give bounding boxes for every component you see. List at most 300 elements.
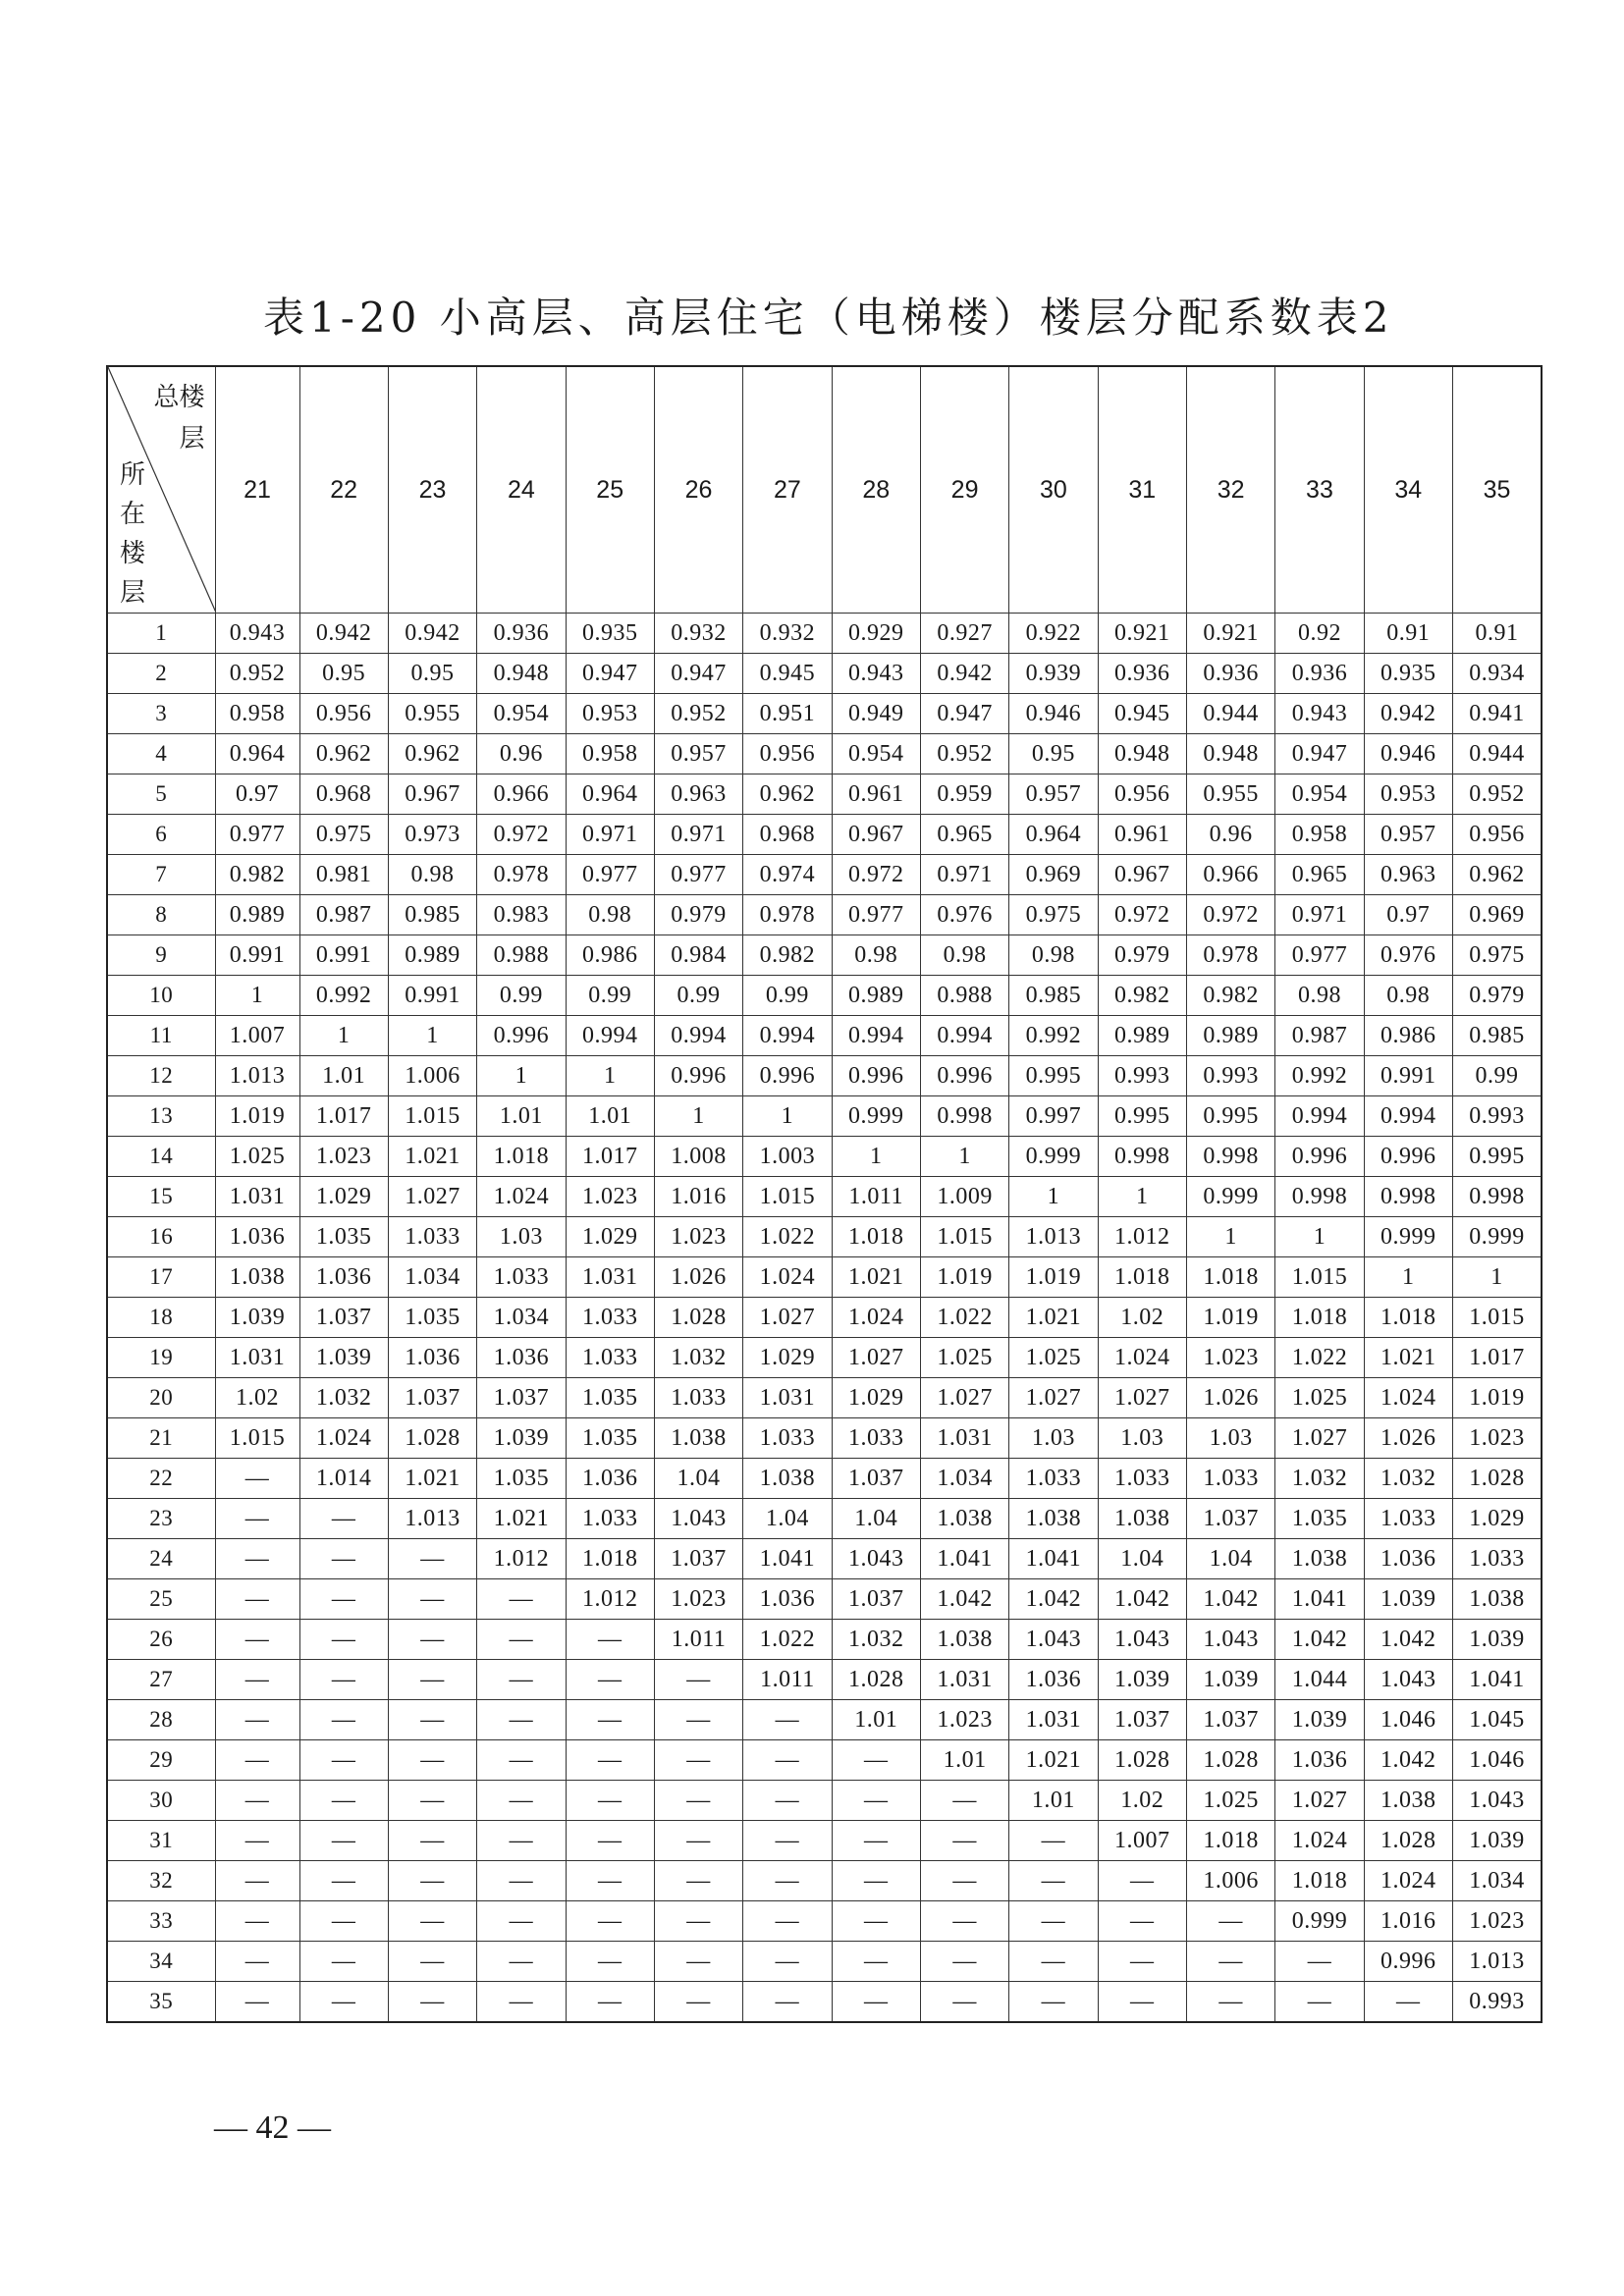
floor-number-cell: 1 (107, 614, 215, 654)
column-header-total-floors: 33 (1275, 366, 1364, 614)
coefficient-cell: 1 (477, 1056, 566, 1096)
coefficient-cell: 1.041 (920, 1539, 1008, 1579)
coefficient-cell: 1.043 (654, 1499, 742, 1539)
coefficient-cell: — (1098, 1861, 1186, 1901)
coefficient-cell: — (1009, 1821, 1098, 1861)
coefficient-cell: — (299, 1821, 388, 1861)
coefficient-cell: 1.021 (1009, 1298, 1098, 1338)
floor-number-cell: 33 (107, 1901, 215, 1942)
coefficient-cell: 0.964 (1009, 815, 1098, 855)
coefficient-cell: 0.979 (1098, 935, 1186, 976)
coefficient-cell: 1.024 (1275, 1821, 1364, 1861)
coefficient-cell: 0.976 (920, 895, 1008, 935)
floor-number-cell: 21 (107, 1418, 215, 1459)
floor-number-cell: 14 (107, 1137, 215, 1177)
coefficient-cell: 1.025 (1009, 1338, 1098, 1378)
coefficient-cell: 1.041 (1275, 1579, 1364, 1620)
coefficient-cell: — (1009, 1942, 1098, 1982)
coefficient-cell: 1.038 (743, 1459, 832, 1499)
coefficient-cell: — (477, 1982, 566, 2023)
coefficient-cell: 0.986 (566, 935, 654, 976)
coefficient-cell: — (566, 1942, 654, 1982)
coefficient-cell: — (477, 1821, 566, 1861)
coefficient-cell: 1.033 (388, 1217, 476, 1257)
coefficient-cell: 0.977 (215, 815, 299, 855)
floor-number-cell: 26 (107, 1620, 215, 1660)
coefficient-cell: 0.991 (388, 976, 476, 1016)
coefficient-cell: 1.033 (1364, 1499, 1452, 1539)
table-row (107, 1901, 1542, 1942)
coefficient-cell: 1.04 (654, 1459, 742, 1499)
coefficient-cell: 1.041 (1452, 1660, 1542, 1700)
floor-number-cell: 3 (107, 694, 215, 734)
coefficient-cell: — (388, 1901, 476, 1942)
coefficient-cell: 1.036 (743, 1579, 832, 1620)
coefficient-cell: 1.038 (1452, 1579, 1542, 1620)
coefficient-cell: 1.041 (1009, 1539, 1098, 1579)
coefficient-cell: 0.932 (743, 614, 832, 654)
column-header-total-floors: 28 (832, 366, 920, 614)
coefficient-cell: 1.029 (566, 1217, 654, 1257)
coefficient-cell: 1 (1098, 1177, 1186, 1217)
coefficient-cell: 0.935 (566, 614, 654, 654)
coefficient-cell: — (299, 1499, 388, 1539)
coefficient-cell: 0.999 (1275, 1901, 1364, 1942)
table-row (107, 1016, 1542, 1056)
coefficient-cell: 1.016 (1364, 1901, 1452, 1942)
coefficient-cell: 1.021 (1009, 1740, 1098, 1781)
coefficient-cell: 1.031 (743, 1378, 832, 1418)
coefficient-cell: 0.967 (832, 815, 920, 855)
coefficient-cell: 1.028 (1186, 1740, 1274, 1781)
coefficient-cell: 1.029 (299, 1177, 388, 1217)
coefficient-cell: 0.995 (1186, 1096, 1274, 1137)
coefficient-cell: 0.957 (1364, 815, 1452, 855)
coefficient-cell: — (566, 1660, 654, 1700)
coefficient-cell: — (743, 1901, 832, 1942)
coefficient-cell: 1.01 (832, 1700, 920, 1740)
table-row (107, 1177, 1542, 1217)
floor-number-cell: 28 (107, 1700, 215, 1740)
coefficient-cell: — (477, 1942, 566, 1982)
coefficient-cell: 0.998 (920, 1096, 1008, 1137)
coefficient-cell: 1.024 (743, 1257, 832, 1298)
coefficient-cell: — (215, 1982, 299, 2023)
coefficient-cell: 0.994 (566, 1016, 654, 1056)
coefficient-cell: 0.98 (832, 935, 920, 976)
coefficient-cell: 1.034 (388, 1257, 476, 1298)
column-header-total-floors: 32 (1186, 366, 1274, 614)
coefficient-cell: 1.043 (1186, 1620, 1274, 1660)
coefficient-cell: 0.994 (920, 1016, 1008, 1056)
coefficient-cell: — (566, 1700, 654, 1740)
coefficient-cell: 0.939 (1009, 654, 1098, 694)
coefficient-cell: 0.941 (1452, 694, 1542, 734)
coefficient-cell: 1.026 (1186, 1378, 1274, 1418)
coefficient-cell: 1.021 (832, 1257, 920, 1298)
coefficient-cell: — (388, 1700, 476, 1740)
coefficient-cell: 0.98 (1364, 976, 1452, 1016)
coefficient-cell: 0.945 (1098, 694, 1186, 734)
coefficient-cell: 0.972 (832, 855, 920, 895)
coefficient-cell: — (299, 1740, 388, 1781)
coefficient-cell: — (477, 1700, 566, 1740)
coefficient-cell: 0.994 (832, 1016, 920, 1056)
coefficient-cell: — (832, 1901, 920, 1942)
coefficient-cell: 0.947 (1275, 734, 1364, 774)
coefficient-cell: 0.952 (920, 734, 1008, 774)
coefficient-cell: 0.971 (920, 855, 1008, 895)
coefficient-cell: 0.944 (1186, 694, 1274, 734)
coefficient-cell: 1.018 (832, 1217, 920, 1257)
coefficient-cell: 1.006 (388, 1056, 476, 1096)
coefficient-cell: 0.942 (299, 614, 388, 654)
coefficient-cell: 1.037 (299, 1298, 388, 1338)
coefficient-cell: — (215, 1620, 299, 1660)
coefficient-cell: 0.929 (832, 614, 920, 654)
coefficient-cell: 0.936 (477, 614, 566, 654)
coefficient-cell: — (388, 1781, 476, 1821)
coefficient-cell: 1.027 (920, 1378, 1008, 1418)
coefficient-cell: 0.935 (1364, 654, 1452, 694)
coefficient-cell: 0.943 (1275, 694, 1364, 734)
coefficient-cell: 1.016 (654, 1177, 742, 1217)
coefficient-cell: 0.945 (743, 654, 832, 694)
table-row (107, 1257, 1542, 1298)
coefficient-cell: — (832, 1781, 920, 1821)
coefficient-cell: 0.932 (654, 614, 742, 654)
coefficient-cell: 1.01 (920, 1740, 1008, 1781)
coefficient-cell: 0.98 (1275, 976, 1364, 1016)
coefficient-cell: — (299, 1901, 388, 1942)
coefficient-cell: 0.921 (1186, 614, 1274, 654)
table-row (107, 1982, 1542, 2023)
coefficient-cell: 0.97 (215, 774, 299, 815)
coefficient-cell: 1.031 (920, 1660, 1008, 1700)
coefficient-cell: — (299, 1700, 388, 1740)
coefficient-cell: 0.979 (654, 895, 742, 935)
floor-number-cell: 6 (107, 815, 215, 855)
coefficient-cell: — (566, 1821, 654, 1861)
floor-number-cell: 9 (107, 935, 215, 976)
table-body (107, 614, 1542, 2023)
coefficient-cell: — (477, 1781, 566, 1821)
coefficient-cell: — (215, 1821, 299, 1861)
coefficient-cell: 1.037 (388, 1378, 476, 1418)
coefficient-cell: 0.95 (388, 654, 476, 694)
coefficient-cell: 1.021 (388, 1459, 476, 1499)
coefficient-cell: 1 (832, 1137, 920, 1177)
coefficient-cell: 1.034 (920, 1459, 1008, 1499)
coefficient-cell: 0.983 (477, 895, 566, 935)
coefficient-cell: 1.044 (1275, 1660, 1364, 1700)
coefficient-cell: 0.91 (1364, 614, 1452, 654)
coefficient-cell: 1.021 (477, 1499, 566, 1539)
coefficient-cell: 0.958 (1275, 815, 1364, 855)
coefficient-cell: 1.037 (654, 1539, 742, 1579)
coefficient-cell: 1.028 (832, 1660, 920, 1700)
coefficient-cell: 1.023 (1452, 1901, 1542, 1942)
floor-number-cell: 22 (107, 1459, 215, 1499)
coefficient-cell: 0.95 (299, 654, 388, 694)
coefficient-cell: 1 (1009, 1177, 1098, 1217)
coefficient-cell: 0.947 (566, 654, 654, 694)
coefficient-cell: 0.965 (1275, 855, 1364, 895)
coefficient-cell: — (920, 1901, 1008, 1942)
coefficient-cell: 1.04 (743, 1499, 832, 1539)
coefficient-cell: — (654, 1982, 742, 2023)
coefficient-cell: 0.962 (1452, 855, 1542, 895)
coefficient-cell: 1.045 (1452, 1700, 1542, 1740)
coefficient-cell: 0.98 (920, 935, 1008, 976)
coefficient-cell: 0.994 (743, 1016, 832, 1056)
coefficient-cell: 0.955 (388, 694, 476, 734)
coefficient-cell: 0.998 (1364, 1177, 1452, 1217)
coefficient-cell: 0.961 (832, 774, 920, 815)
coefficient-cell: 1.027 (1275, 1781, 1364, 1821)
table-row (107, 734, 1542, 774)
coefficient-cell: 0.942 (388, 614, 476, 654)
coefficient-cell: 0.989 (388, 935, 476, 976)
coefficient-cell: 1.036 (477, 1338, 566, 1378)
coefficient-cell: 1.033 (566, 1338, 654, 1378)
coefficient-cell: 0.943 (832, 654, 920, 694)
coefficient-cell: 1.038 (215, 1257, 299, 1298)
coefficient-cell: 0.991 (1364, 1056, 1452, 1096)
coefficient-cell: 0.995 (1452, 1137, 1542, 1177)
coefficient-cell: 1.019 (1452, 1378, 1542, 1418)
coefficient-cell: 0.998 (1098, 1137, 1186, 1177)
table-row (107, 1056, 1542, 1096)
coefficient-cell: — (299, 1620, 388, 1660)
table-row (107, 1137, 1542, 1177)
coefficient-cell: 0.957 (1009, 774, 1098, 815)
coefficient-cell: 1.043 (1364, 1660, 1452, 1700)
coefficient-cell: 1.008 (654, 1137, 742, 1177)
coefficient-cell: 1.023 (566, 1177, 654, 1217)
coefficient-cell: 0.978 (1186, 935, 1274, 976)
coefficient-cell: — (743, 1700, 832, 1740)
coefficient-cell: 1.015 (920, 1217, 1008, 1257)
floor-number-cell: 34 (107, 1942, 215, 1982)
coefficient-cell: 0.984 (654, 935, 742, 976)
coefficient-cell: 1.038 (1275, 1539, 1364, 1579)
coefficient-cell: 1.017 (299, 1096, 388, 1137)
coefficient-cell: 1.029 (832, 1378, 920, 1418)
coefficient-cell: 0.957 (654, 734, 742, 774)
coefficient-cell: 0.992 (1275, 1056, 1364, 1096)
coefficient-cell: 1.036 (299, 1257, 388, 1298)
coefficient-cell: 1.018 (1275, 1298, 1364, 1338)
coefficient-cell: — (566, 1861, 654, 1901)
coefficient-cell: — (215, 1660, 299, 1700)
coefficient-cell: — (215, 1901, 299, 1942)
coefficient-cell: 0.977 (566, 855, 654, 895)
coefficient-cell: — (566, 1781, 654, 1821)
coefficient-cell: 1.027 (832, 1338, 920, 1378)
coefficient-cell: 0.996 (1275, 1137, 1364, 1177)
coefficient-cell: 0.961 (1098, 815, 1186, 855)
coefficient-cell: 0.999 (1452, 1217, 1542, 1257)
coefficient-cell: 1.025 (1275, 1378, 1364, 1418)
coefficient-cell: — (215, 1700, 299, 1740)
coefficient-cell: — (743, 1861, 832, 1901)
coefficient-cell: 1.028 (1364, 1821, 1452, 1861)
table-row (107, 694, 1542, 734)
coefficient-cell: — (299, 1861, 388, 1901)
coefficient-cell: 0.947 (654, 654, 742, 694)
floor-number-cell: 5 (107, 774, 215, 815)
coefficient-cell: — (1275, 1942, 1364, 1982)
coefficient-cell: 0.967 (388, 774, 476, 815)
coefficient-cell: 1.037 (832, 1459, 920, 1499)
coefficient-cell: — (215, 1781, 299, 1821)
coefficient-cell: 0.975 (1452, 935, 1542, 976)
coefficient-cell: — (477, 1579, 566, 1620)
coefficient-cell: 0.995 (1098, 1096, 1186, 1137)
coefficient-cell: 0.948 (1186, 734, 1274, 774)
coefficient-cell: 0.999 (832, 1096, 920, 1137)
coefficient-cell: 0.952 (215, 654, 299, 694)
coefficient-cell: 0.964 (566, 774, 654, 815)
coefficient-cell: 1.03 (1009, 1418, 1098, 1459)
floor-number-cell: 19 (107, 1338, 215, 1378)
coefficient-cell: 0.942 (1364, 694, 1452, 734)
coefficient-cell: 1.024 (1364, 1861, 1452, 1901)
coefficient-cell: — (299, 1781, 388, 1821)
coefficient-cell: 1.019 (1186, 1298, 1274, 1338)
coefficient-cell: 0.947 (920, 694, 1008, 734)
coefficient-cell: 0.948 (1098, 734, 1186, 774)
coefficient-cell: 0.956 (1452, 815, 1542, 855)
column-header-total-floors: 22 (299, 366, 388, 614)
coefficient-cell: — (388, 1740, 476, 1781)
coefficient-cell: 1.007 (1098, 1821, 1186, 1861)
coefficient-cell: 1.031 (566, 1257, 654, 1298)
floor-number-cell: 25 (107, 1579, 215, 1620)
coefficient-cell: 1 (1275, 1217, 1364, 1257)
coefficient-cell: 0.927 (920, 614, 1008, 654)
coefficient-cell: 1.01 (299, 1056, 388, 1096)
coefficient-cell: 1.03 (1186, 1418, 1274, 1459)
floor-number-cell: 18 (107, 1298, 215, 1338)
coefficient-cell: — (215, 1459, 299, 1499)
floor-number-cell: 11 (107, 1016, 215, 1056)
coefficient-cell: 1.028 (1098, 1740, 1186, 1781)
coefficient-cell: — (920, 1861, 1008, 1901)
column-header-total-floors: 27 (743, 366, 832, 614)
coefficient-cell: 1 (743, 1096, 832, 1137)
coefficient-cell: 0.962 (299, 734, 388, 774)
coefficient-cell: 1.038 (1009, 1499, 1098, 1539)
coefficient-cell: 0.992 (299, 976, 388, 1016)
coefficient-cell: — (215, 1539, 299, 1579)
coefficient-cell: 1.038 (1364, 1781, 1452, 1821)
coefficient-cell: — (654, 1740, 742, 1781)
corner-header-cell (107, 366, 215, 614)
coefficient-cell: 1.024 (1098, 1338, 1186, 1378)
coefficient-cell: 1.043 (1452, 1781, 1542, 1821)
coefficient-cell: 1.036 (566, 1459, 654, 1499)
coefficient-cell: — (920, 1821, 1008, 1861)
coefficient-cell: 1.018 (1098, 1257, 1186, 1298)
coefficient-cell: 0.996 (1364, 1942, 1452, 1982)
coefficient-cell: 0.998 (1452, 1177, 1542, 1217)
coefficient-cell: 1.01 (1009, 1781, 1098, 1821)
coefficient-cell: 1.015 (215, 1418, 299, 1459)
coefficient-cell: — (299, 1942, 388, 1982)
coefficient-cell: — (920, 1982, 1008, 2023)
coefficient-cell: 1.029 (1452, 1499, 1542, 1539)
coefficient-cell: 0.968 (743, 815, 832, 855)
coefficient-cell: — (743, 1942, 832, 1982)
coefficient-cell: — (215, 1740, 299, 1781)
floor-number-cell: 32 (107, 1861, 215, 1901)
coefficient-cell: 1.039 (1186, 1660, 1274, 1700)
coefficient-cell: 1 (215, 976, 299, 1016)
coefficient-cell: 1.012 (566, 1579, 654, 1620)
coefficient-cell: 0.988 (477, 935, 566, 976)
coefficient-cell: 1.036 (1009, 1660, 1098, 1700)
coefficient-cell: 1.032 (299, 1378, 388, 1418)
coefficient-cell: 1.037 (832, 1579, 920, 1620)
coefficient-cell: 0.975 (299, 815, 388, 855)
coefficient-cell: 0.982 (743, 935, 832, 976)
coefficient-cell: — (1186, 1982, 1274, 2023)
coefficient-cell: — (215, 1861, 299, 1901)
coefficient-cell: 0.991 (215, 935, 299, 976)
coefficient-cell: 1.042 (1009, 1579, 1098, 1620)
coefficient-cell: 1.037 (477, 1378, 566, 1418)
coefficient-cell: 0.95 (1009, 734, 1098, 774)
coefficient-cell: 0.996 (920, 1056, 1008, 1096)
coefficient-cell: 0.971 (566, 815, 654, 855)
coefficient-cell: 0.994 (1275, 1096, 1364, 1137)
coefficient-cell: — (654, 1700, 742, 1740)
column-header-total-floors: 25 (566, 366, 654, 614)
coefficient-cell: 1.024 (832, 1298, 920, 1338)
coefficient-cell: 0.921 (1098, 614, 1186, 654)
floor-number-cell: 27 (107, 1660, 215, 1700)
coefficient-cell: 1.023 (1186, 1338, 1274, 1378)
coefficient-cell: 1.033 (1186, 1459, 1274, 1499)
coefficient-cell: 1.014 (299, 1459, 388, 1499)
coefficient-cell: 0.972 (1186, 895, 1274, 935)
coefficient-cell: 1.023 (1452, 1418, 1542, 1459)
coefficient-cell: 0.987 (1275, 1016, 1364, 1056)
table-row (107, 1338, 1542, 1378)
coefficient-cell: 1.039 (299, 1338, 388, 1378)
total-floors-label: 总楼层 (153, 383, 205, 454)
coefficient-cell: 0.989 (832, 976, 920, 1016)
coefficient-cell: 0.982 (1186, 976, 1274, 1016)
coefficient-cell: 0.971 (654, 815, 742, 855)
coefficient-cell: — (388, 1620, 476, 1660)
coefficient-cell: 1 (299, 1016, 388, 1056)
coefficient-cell: — (299, 1539, 388, 1579)
coefficient-cell: 1.046 (1364, 1700, 1452, 1740)
coefficient-cell: 0.922 (1009, 614, 1098, 654)
coefficient-cell: — (1186, 1901, 1274, 1942)
coefficient-cell: 0.953 (566, 694, 654, 734)
coefficient-cell: 0.977 (654, 855, 742, 895)
coefficient-cell: — (920, 1781, 1008, 1821)
column-header-total-floors: 26 (654, 366, 742, 614)
table-row (107, 1579, 1542, 1620)
coefficient-cell: — (566, 1982, 654, 2023)
coefficient-cell: 1.021 (1364, 1338, 1452, 1378)
coefficient-cell: 1.023 (920, 1700, 1008, 1740)
